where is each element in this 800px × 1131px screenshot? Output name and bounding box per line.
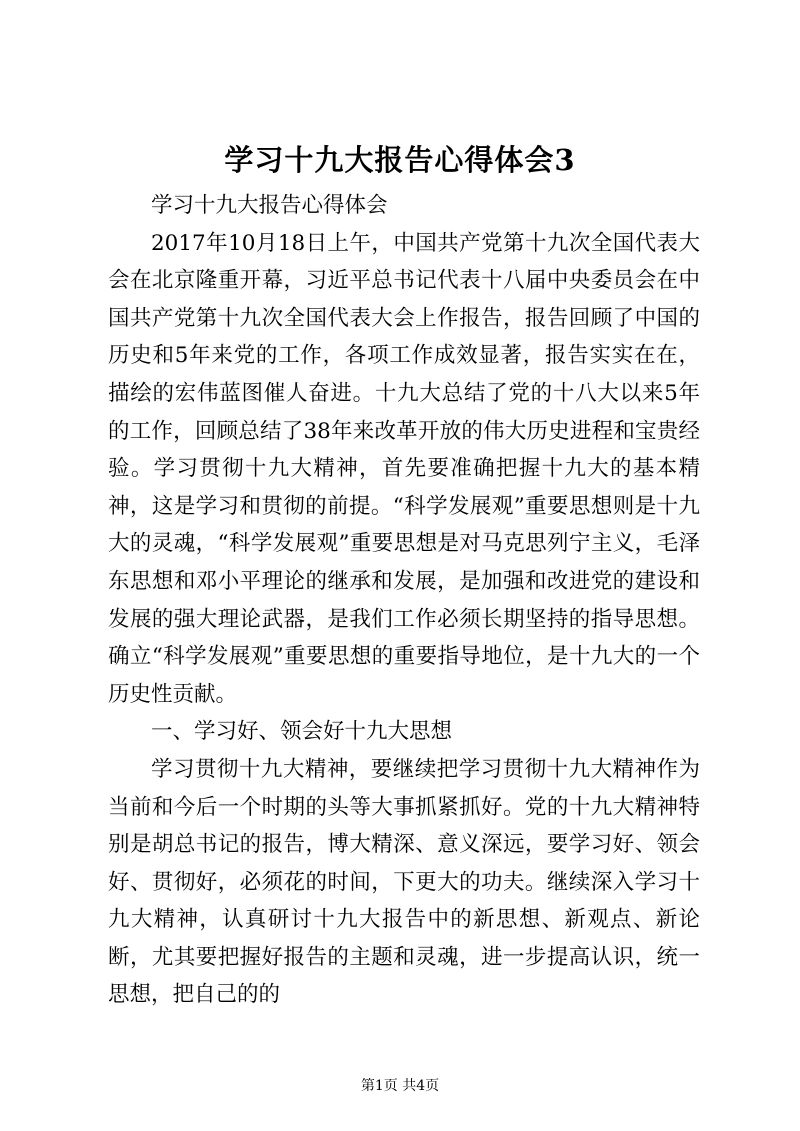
document-body xyxy=(108,187,700,1014)
section-heading: 一、学习好、领会好十九大思想 xyxy=(151,719,453,745)
subtitle-paragraph: 学习十九大报告心得体会 xyxy=(151,193,388,218)
body-paragraph: 2017年10月18日上午，中国共产党第十九次全国代表大会在北京隆重开幕，习近平总书记代表十八届中央委员会在中国共产党第十九次全国代表大会上作报告，报告回顾了中国的历史和5年来党的工作，各项工作成效显著，报告实实在在，描绘的宏伟蓝图催人奋进。十九大总结了党的十八大以来5年的工作，回顾总结了38年来改革开放的伟大历史进程和宝贵经验。学习贯彻十九大精神，首先要准确把握十九大的基本精神，这是学习和贯彻的前提。“科学发展观”重要思想则是十九大的灵魂，“科学发展观”重要思想是对马克思列宁主义，毛泽东思想和邓小平理论的继承和发展，是加强和改进党的建设和发展的强大理论武器，是我们工作必须长期坚持的指导思想。确立“科学发展观”重要思想的重要指导地位，是十九大的一个历史性贡献。 xyxy=(108,230,700,707)
page-footer: 第1页 共4页 xyxy=(360,1078,440,1094)
document-title: 学习十九大报告心得体会3 xyxy=(224,143,576,177)
body-paragraph: 学习贯彻十九大精神，要继续把学习贯彻十九大精神作为当前和今后一个时期的头等大事抓紧抓好。党的十九大精神特别是胡总书记的报告，博大精深、意义深远，要学习好、领会好、贯彻好，必须花的时间，下更大的功夫。继续深入学习十九大精神，认真研讨十九大报告中的新思想、新观点、新论断，尤其要把握好报告的主题和灵魂，进一步提高认识，统一思想，把自己的的 xyxy=(108,756,700,1008)
